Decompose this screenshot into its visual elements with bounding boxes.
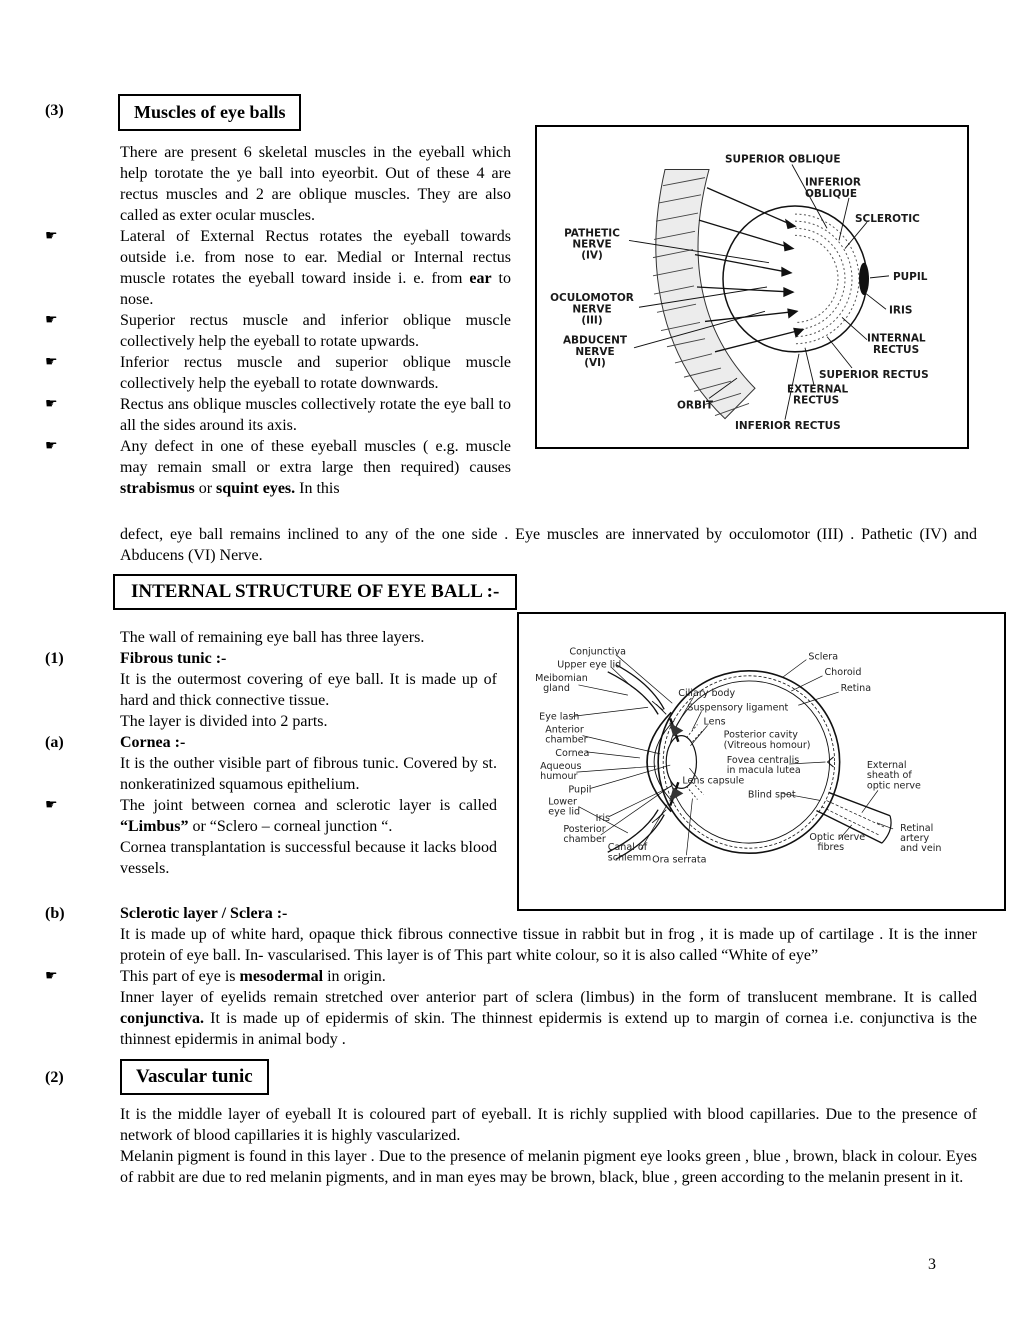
label-pathetic-nerve-line1: PATHETIC <box>564 227 620 240</box>
label-oculomotor-nerve-line2: NERVE <box>572 303 612 316</box>
fovea-mark <box>828 757 834 767</box>
label-superior-oblique: SUPERIOR OBLIQUE <box>725 153 841 166</box>
hand-bullet-icon: ☛ <box>45 396 58 412</box>
item-fibrous-tunic <box>45 648 497 669</box>
heading-vascular-tunic <box>120 1059 269 1095</box>
mesodermal-bullet-text: This part of eye is mesodermal in origin. <box>120 968 386 985</box>
label-pathetic-nerve-line2: NERVE <box>572 238 612 251</box>
muscles-intro-paragraph: There are present 6 skeletal muscles in the eyeball which help torotate the ye ball into eyeorbit. Out of these 4 are rectus muscles and 2 are oblique muscles. They are also called as exter ocular muscles. <box>120 144 511 224</box>
heading-internal-structure-text: INTERNAL STRUCTURE OF EYE BALL :- <box>131 581 500 602</box>
label-sclera: Sclera <box>808 651 839 663</box>
item-cornea <box>45 732 497 753</box>
label-external-sheath-line3: optic nerve <box>866 780 921 792</box>
item-b-title: Sclerotic layer / Sclera :- <box>120 905 288 922</box>
label-internal-rectus-line2: RECTUS <box>873 343 920 356</box>
label-inferior-oblique-line1: INFERIOR <box>805 176 861 189</box>
label-fovea-centralis-line1: Fovea centralis <box>726 754 800 767</box>
label-posterior-cavity-line1: Posterior cavity <box>723 729 798 741</box>
label-oculomotor-nerve-line1: OCULOMOTOR <box>550 292 634 305</box>
label-sclerotic: SCLEROTIC <box>855 213 920 226</box>
bullet-item <box>45 310 511 352</box>
muscles-continuation-paragraph: defect, eye ball remains inclined to any of the one side . Eye muscles are innervated by occulomotor (III) . Pathetic (IV) and Abducens (VI) Nerve. <box>120 526 977 564</box>
label-posterior-chamber-line2: chamber <box>563 834 606 846</box>
label-retinal-artery-line1: Retinal <box>900 822 934 834</box>
label-anterior-chamber-line1: Anterior <box>545 724 584 736</box>
heading-muscles-text: Muscles of eye balls <box>134 102 286 122</box>
eye-internal-svg <box>519 614 1004 909</box>
label-pupil: Pupil <box>568 784 592 796</box>
label-lower-eye-lid-line2: eye lid <box>548 806 581 818</box>
label-retinal-artery-line2: artery <box>900 833 930 845</box>
vascular-paragraph-1: It is the middle layer of eyeball It is coloured part of eyeball. It is richly supplied with blood capillaries. Due to the presence of network of blood capillaries it is highly vascularized. <box>120 1106 977 1144</box>
label-inferior-oblique-line2: OBLIQUE <box>805 187 858 200</box>
label-pathetic-nerve-line3: (IV) <box>581 249 603 262</box>
item-sclera <box>45 903 977 924</box>
bullet-text: Rectus ans oblique muscles collectively rotate the eye ball to all the sides around its axis. <box>120 396 511 434</box>
label-abducent-nerve-line1: ABDUCENT <box>562 334 628 347</box>
label-optic-nerve-fibres-line1: Optic nerve <box>809 832 866 844</box>
label-superior-rectus: SUPERIOR RECTUS <box>819 369 929 382</box>
label-inferior-rectus: INFERIOR RECTUS <box>735 419 841 432</box>
bullet-text: Inferior rectus muscle and superior oblique muscle collectively help the eyeball to rotate downwards. <box>120 354 511 392</box>
label-external-sheath-line1: External <box>866 760 907 772</box>
cornea-transplant-paragraph: Cornea transplantation is successful because it lacks blood vessels. <box>120 839 497 877</box>
label-upper-eye-lid: Upper eye lid <box>557 659 622 671</box>
hand-bullet-icon: ☛ <box>45 797 58 813</box>
item-vascular-tunic <box>45 1059 977 1095</box>
bullet-text: Superior rectus muscle and inferior oblique muscle collectively help the eyeball to rotate upwards. <box>120 312 511 350</box>
cornea-paragraph: It is the outher visible part of fibrous tunic. Covered by st. nonkeratinized squamous epithelium. <box>120 755 497 793</box>
label-external-rectus-line1: EXTERNAL <box>787 383 849 396</box>
label-external-sheath-line2: sheath of <box>866 770 912 782</box>
sclera-vascular-section <box>45 903 977 1188</box>
item-b-marker: (b) <box>45 905 65 922</box>
eye-muscles-diagram <box>535 125 969 449</box>
label-aqueous-humour-line2: humour <box>540 771 578 783</box>
label-cornea: Cornea <box>555 747 590 759</box>
label-lens: Lens <box>703 716 726 728</box>
label-suspensory-ligament: Suspensory ligament <box>687 702 789 714</box>
label-retina: Retina <box>840 683 872 695</box>
hand-bullet-icon: ☛ <box>45 438 58 454</box>
hand-bullet-icon: ☛ <box>45 228 58 244</box>
label-posterior-cavity-line2: (Vitreous homour) <box>723 739 811 751</box>
label-lens-capsule: Lens capsule <box>682 775 745 787</box>
label-abducent-nerve-line2: NERVE <box>575 345 615 358</box>
label-posterior-chamber-line1: Posterior <box>563 823 606 835</box>
wall-layers-text: The wall of remaining eye ball has three layers. <box>120 629 425 646</box>
label-orbit: ORBIT <box>677 399 714 412</box>
section-marker-3: (3) <box>45 102 64 119</box>
label-blind-spot: Blind spot <box>747 789 796 801</box>
heading-vascular-tunic-text: Vascular tunic <box>136 1066 253 1087</box>
fibrous-tunic-paragraph: It is the outermost covering of eye ball. It is made up of hard and thick connective tissue. <box>120 671 497 709</box>
label-canal-of-schlemm-line2: schlemm <box>607 852 652 864</box>
label-iris: Iris <box>595 812 611 824</box>
bullet-item <box>45 795 497 837</box>
sclera-paragraph: It is made up of white hard, opaque thick fibrous connective tissue in rabbit but in frog , it is made up of cartilage . It is the inner protein of eye ball. In- vascularised. This layer is of This part white colour, so it is also called “White of eye” <box>120 926 977 964</box>
diagram2-labels <box>535 647 941 866</box>
limbus-bullet-text: The joint between cornea and sclerotic layer is called “Limbus” or “Sclero – corneal junction “. <box>120 797 497 835</box>
bullet-item <box>45 352 511 394</box>
bullet-item <box>45 226 511 310</box>
hand-bullet-icon: ☛ <box>45 354 58 370</box>
bullet-item <box>45 394 511 436</box>
item1-title: Fibrous tunic :- <box>120 650 227 667</box>
label-conjunctiva: Conjunctiva <box>569 646 626 658</box>
label-ciliary-body: Ciliary body <box>678 688 736 700</box>
label-meibomian-gland-line2: gland <box>543 683 570 695</box>
hand-bullet-icon: ☛ <box>45 312 58 328</box>
internal-structure-text-column <box>45 627 497 879</box>
fibrous-tunic-parts: The layer is divided into 2 parts. <box>120 713 328 730</box>
eye-muscles-svg <box>537 127 967 447</box>
vascular-paragraph-2: Melanin pigment is found in this layer . Due to the presence of melanin pigment eye looks green , blue , brown, black in colour. Eyes of rabbit are due to red melanin pigments, and in man eyes may be brown, black, blue , green according to the melanin present in it. <box>120 1148 977 1186</box>
label-choroid: Choroid <box>824 666 862 678</box>
label-fovea-centralis-line2: in macula lutea <box>726 765 801 777</box>
label-lower-eye-lid-line1: Lower <box>548 796 577 808</box>
hand-bullet-icon: ☛ <box>45 968 58 984</box>
label-optic-nerve-fibres-line2: fibres <box>817 842 845 854</box>
label-canal-of-schlemm-line1: Canal of <box>607 842 648 854</box>
bullet-item <box>45 436 511 499</box>
heading-muscles-of-eye-balls <box>118 94 301 131</box>
heading-internal-structure <box>113 574 517 610</box>
item2-marker: (2) <box>45 1068 64 1086</box>
page-number: 3 <box>928 1256 936 1273</box>
label-iris: IRIS <box>889 304 913 317</box>
label-meibomian-gland-line1: Meibomian <box>535 672 588 684</box>
bullet-text: Lateral of External Rectus rotates the eyeball towards outside i.e. from nose to ear. Medial or Internal rectus muscle rotates the eyeball toward inside i. e. from ear to nose. <box>120 228 511 308</box>
bullet-text: Any defect in one of these eyeball muscles ( e.g. muscle may remain small or extra large then required) causes strabismus or squint eyes. In this <box>120 438 511 497</box>
label-retinal-artery-line3: and vein <box>900 843 942 855</box>
item-a-title: Cornea :- <box>120 734 186 751</box>
eye-internal-structure-diagram <box>517 612 1006 911</box>
label-anterior-chamber-line2: chamber <box>545 734 588 746</box>
item1-marker: (1) <box>45 650 64 667</box>
label-eye-lash: Eye lash <box>539 711 580 723</box>
conjunctiva-paragraph: Inner layer of eyelids remain stretched over anterior part of sclera (limbus) in the form of translucent membrane. It is called conjunctiva. It is made up of epidermis of skin. The thinnest epidermis is extend up to margin of cornea i.e. conjunctiva is the thinnest epidermis in animal body . <box>120 989 977 1048</box>
label-aqueous-humour-line1: Aqueous <box>540 761 582 773</box>
label-pupil: PUPIL <box>893 270 928 283</box>
bullet-item <box>45 966 977 987</box>
item-a-marker: (a) <box>45 734 64 751</box>
label-abducent-nerve-line3: (VI) <box>584 356 606 370</box>
muscles-text-column <box>45 142 511 499</box>
pupil-shape <box>859 263 869 295</box>
label-oculomotor-nerve-line3: (III) <box>581 314 603 327</box>
label-ora-serrata: Ora serrata <box>652 854 707 866</box>
label-internal-rectus-line1: INTERNAL <box>867 332 926 345</box>
label-external-rectus-line2: RECTUS <box>793 394 840 407</box>
